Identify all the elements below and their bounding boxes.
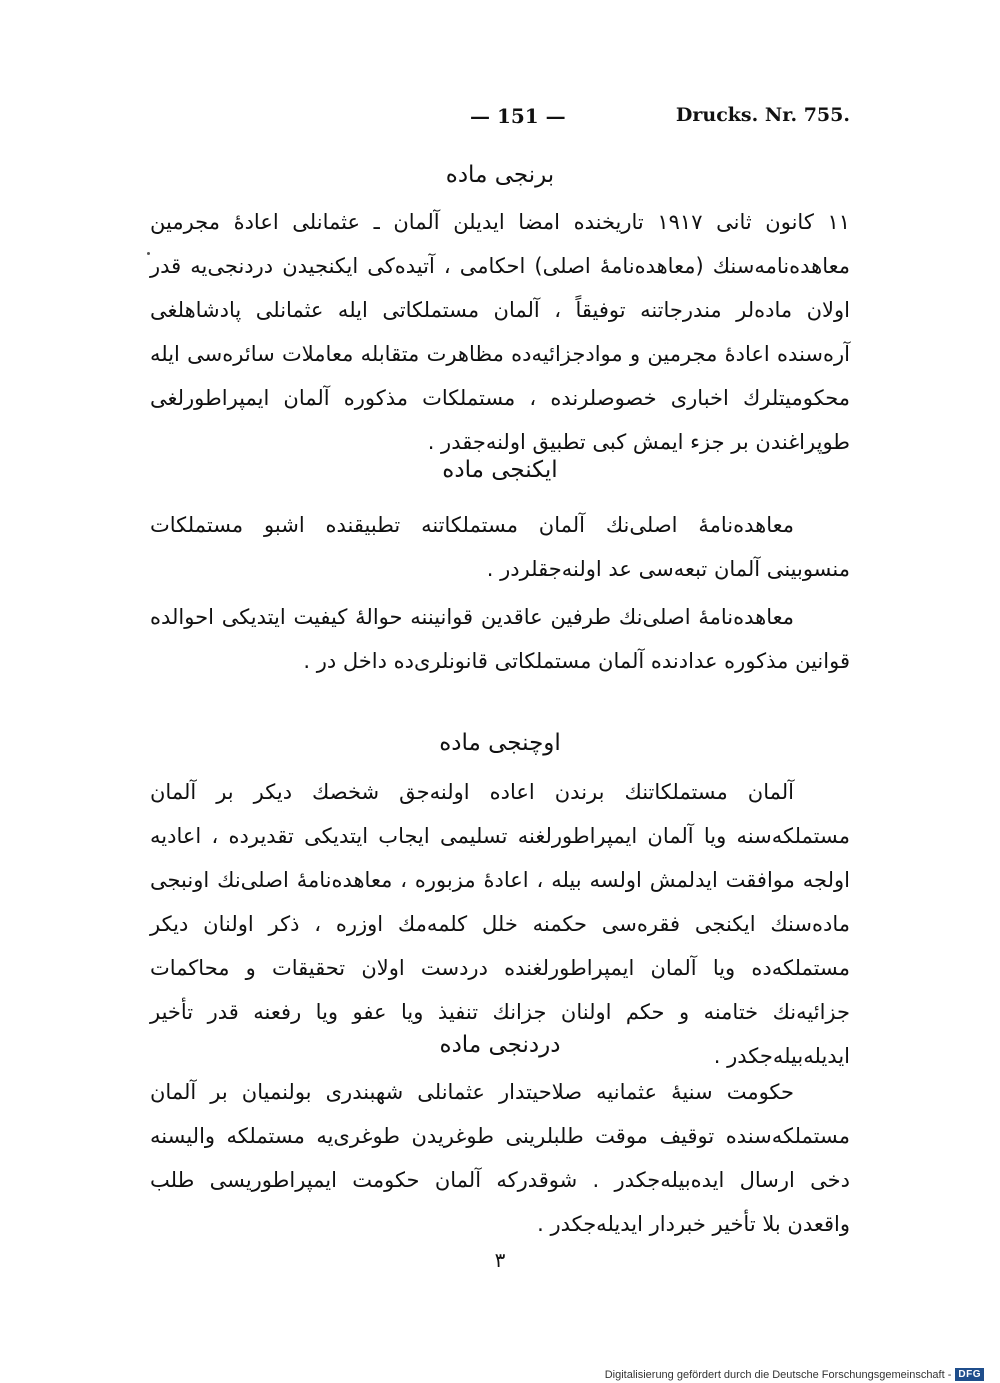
article-title-3: اوچنجی ماده [439,730,561,756]
article-title-2: ایكنجی ماده [442,457,558,483]
article-4-paragraph: حكومت سنیهٔ عثمانیه صلاحیتدار عثمانلی شهبندری بولنمیان بر آلمان مستملكه‌سنده توقیف موقت طلبلرینی طوغریدن طوغری‌یه مستملكه والیسنه دخی ارسال ایده‌بیله‌جكدر . شوقدركه آلمان حكومت ایمپراطوریسی طلب واقعدن بلا تأخیر خبردار ایدیله‌جكدر . [150,1080,850,1236]
print-reference: Drucks. Nr. 755. [675,104,850,126]
article-title-1: برنجی ماده [445,162,555,188]
arabic-page-number: ٣ [494,1248,506,1272]
article-3-paragraph: آلمان مستملكاتنك برندن اعاده اولنه‌جق شخصك دیكر بر آلمان مستملكه‌سنه ویا آلمان ایمپراطورلغنه تسلیمی ایجاب ایتدیكی تقدیرده ، اعادیه اولجه موافقت ایدلمش اولسه بیله ، اعادهٔ مزبوره ، معاهده‌نامهٔ اصلی‌نك اونبجی ماده‌سنك ایكنجی فقره‌سی حكمنه خلل كلمه‌مك اوزره ، ذكر اولنان دیكر مستملكه‌ده ویا آلمان ایمپراطورلغنده دردست اولان تحقیقات و محاكمات جزائیه‌نك ختامنه و حكم اولنان جزانك تنفیذ ویا عفو ویا رفعنه قدر تأخیر ایدیله‌بیله‌جكدر . [150,780,850,1068]
digitization-credit: Digitalisierung gefördert durch die Deutsche Forschungsgemeinschaft - [604,1368,952,1381]
article-title-4: دردنجی ماده [439,1032,561,1058]
page-number: — 151 — [470,104,566,128]
page-header [470,104,850,132]
digitization-footer [605,1368,984,1381]
article-2-paragraph-1: معاهده‌نامهٔ اصلی‌نك آلمان مستملكاتنه تطبیقنده اشبو مستملكات منسوبینی آلمان تبعه‌سی عد اولنه‌جقلردر . [150,513,850,581]
article-1-paragraph: ١١ كانون ثانی ١٩١٧ تاریخنده امضا ایدیلن آلمان ـ عثمانلی اعادهٔ مجرمین معاهده‌نامه‌سنك (معاهده‌نامهٔ اصلی) احكامی ، آتیده‌كی ایكنجیدن دردنجی‌یه قدر اولان ماده‌لر مندرجاتنه توفیقاً ، آلمان مستملكاتی ایله عثمانلی پادشاهلغی آره‌سنده اعادهٔ مجرمین و موادجزائیه‌ده مظاهرت متقابله معاملات سائره‌سی ایله محكومیتلرك اخباری خصوصلرنده ، مستملكات مذكوره آلمان ایمپراطورلغی طوپراغندن بر جزء ایمش كبی تطبیق اولنه‌جقدر . [150,210,850,454]
article-2-paragraph-2: معاهده‌نامهٔ اصلی‌نك طرفین عاقدین قوانیننه حوالهٔ كیفیت ایتدیكی احوالده قوانین مذكوره عدادنده آلمان مستملكاتی قانونلری‌ده داخل در . [150,605,850,673]
dfg-logo-icon: DFG [955,1368,984,1381]
